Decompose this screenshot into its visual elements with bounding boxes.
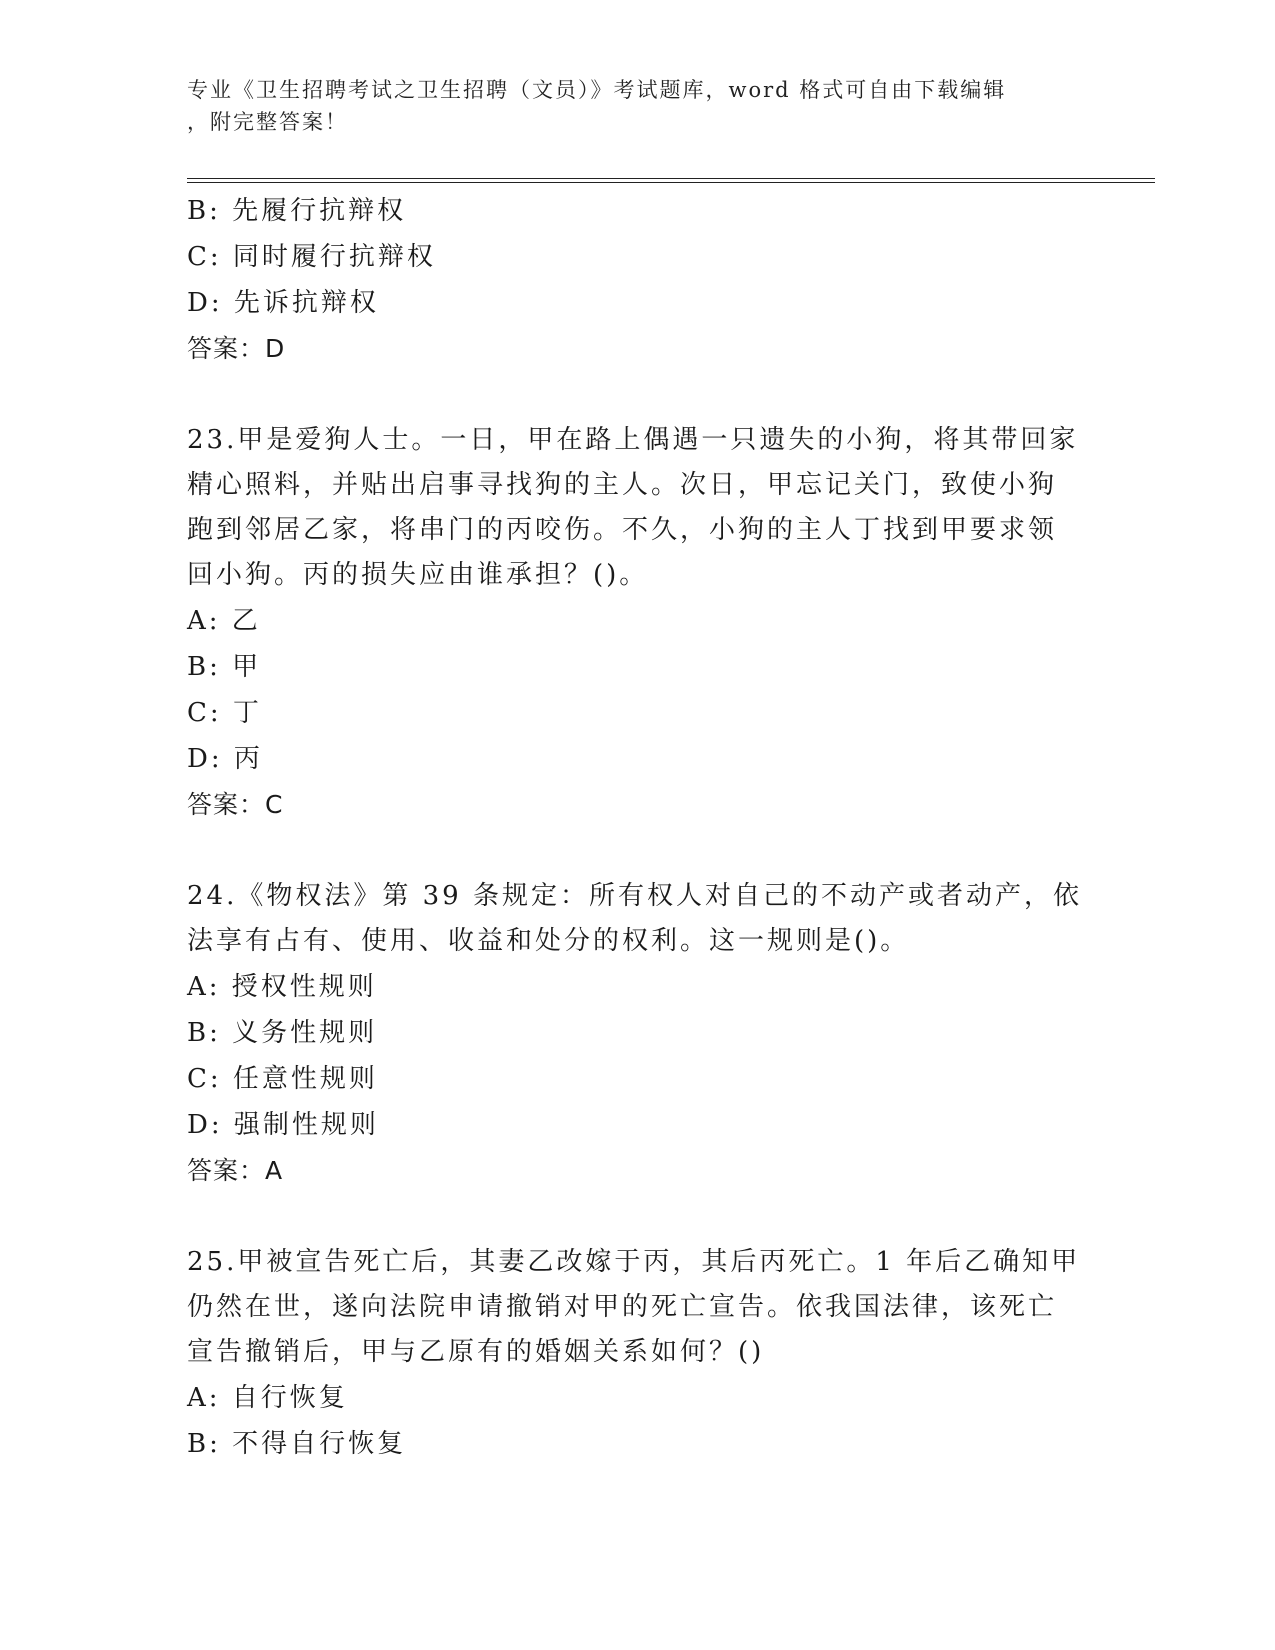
option-b: B: 不得自行恢复 — [187, 1429, 407, 1459]
spacer — [187, 828, 1087, 874]
option-d: D: 先诉抗辩权 — [187, 288, 379, 318]
question-23 — [187, 418, 1087, 828]
question-25 — [187, 1240, 1087, 1467]
header-line-1: 专业《卫生招聘考试之卫生招聘（文员）》考试题库，word 格式可自由下载编辑 — [187, 78, 1007, 102]
question-text-line: 跑到邻居乙家，将串门的丙咬伤。不久，小狗的主人丁找到甲要求领 — [187, 515, 1058, 545]
option-d: D: 丙 — [187, 744, 263, 774]
spacer — [187, 1194, 1087, 1240]
option-d: D: 强制性规则 — [187, 1110, 379, 1140]
question-text-line: 法享有占有、使用、收益和处分的权利。这一规则是()。 — [187, 926, 910, 956]
option-b: B: 甲 — [187, 652, 262, 682]
option-c: C: 任意性规则 — [187, 1064, 378, 1094]
option-b: B: 先履行抗辩权 — [187, 196, 407, 226]
question-22 — [187, 188, 1087, 372]
answer: 答案：C — [187, 790, 284, 819]
spacer — [187, 372, 1087, 418]
question-text-line: 25.甲被宣告死亡后，其妻乙改嫁于丙，其后丙死亡。1 年后乙确知甲 — [187, 1247, 1081, 1277]
question-text-line: 精心照料，并贴出启事寻找狗的主人。次日，甲忘记关门，致使小狗 — [187, 470, 1058, 500]
question-text-line: 回小狗。丙的损失应由谁承担？()。 — [187, 560, 649, 590]
header-line-2: ，附完整答案！ — [187, 110, 348, 134]
question-text-line: 仍然在世，遂向法院申请撤销对甲的死亡宣告。依我国法律，该死亡 — [187, 1292, 1058, 1322]
option-a: A: 自行恢复 — [187, 1383, 348, 1413]
option-b: B: 义务性规则 — [187, 1018, 378, 1048]
question-text-line: 23.甲是爱狗人士。一日，甲在路上偶遇一只遗失的小狗，将其带回家 — [187, 425, 1079, 455]
header-divider — [187, 178, 1155, 183]
document-body — [187, 188, 1087, 1467]
question-text-line: 宣告撤销后，甲与乙原有的婚姻关系如何？() — [187, 1337, 765, 1367]
answer: 答案：A — [187, 1156, 284, 1185]
option-a: A: 授权性规则 — [187, 972, 377, 1002]
option-c: C: 丁 — [187, 698, 262, 728]
question-24 — [187, 874, 1087, 1194]
answer: 答案：D — [187, 334, 286, 363]
option-c: C: 同时履行抗辩权 — [187, 242, 436, 272]
option-a: A: 乙 — [187, 606, 261, 636]
document-header — [187, 74, 1087, 138]
question-text-line: 24.《物权法》第 39 条规定：所有权人对自己的不动产或者动产，依 — [187, 881, 1082, 911]
